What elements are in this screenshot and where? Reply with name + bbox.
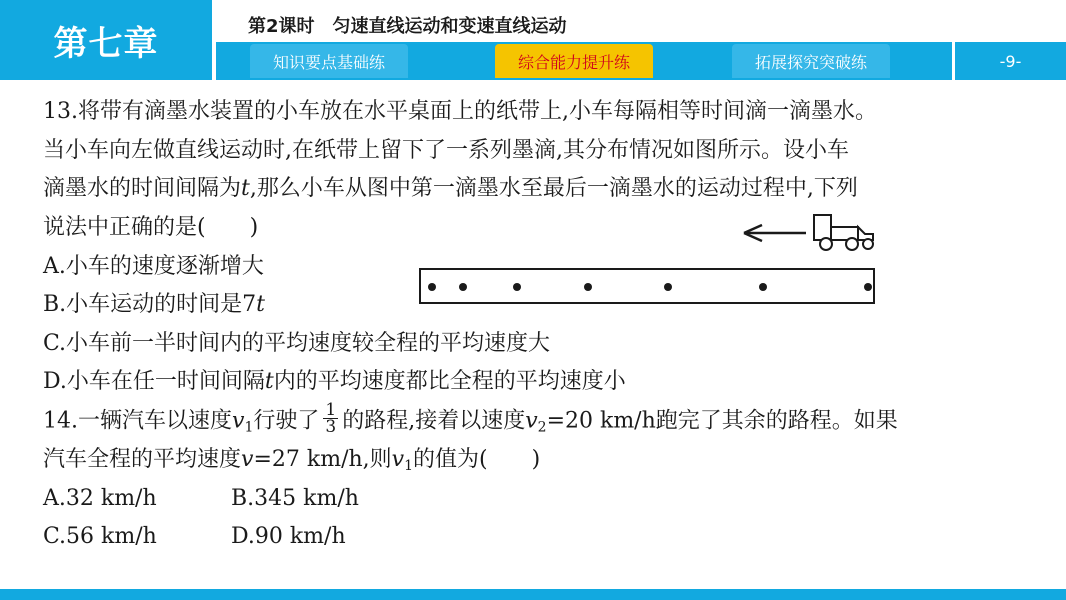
page-number: -9- xyxy=(999,51,1022,71)
tab-extension-practice[interactable]: 拓展探究突破练 xyxy=(732,44,890,78)
ink-drop xyxy=(664,283,672,291)
q13-option-c: C.小车前一半时间内的平均速度较全程的平均速度大 xyxy=(43,331,551,356)
q14-text: =20 km/h跑完了其余的路程。如果 xyxy=(546,408,898,434)
q14-option-a: A.32 km/h xyxy=(43,486,157,511)
q13-line-1: 13.将带有滴墨水装置的小车放在水平桌面上的纸带上,小车每隔相等时间滴一滴墨水。 xyxy=(43,99,877,124)
option-text: D.小车在任一时间间隔 xyxy=(43,369,265,394)
q13-line-3 xyxy=(43,173,858,205)
variable-t: t xyxy=(264,369,274,394)
q13-line-2: 当小车向左做直线运动时,在纸带上留下了一系列墨滴,其分布情况如图所示。设小车 xyxy=(43,138,849,163)
q14-text: ) xyxy=(531,447,541,472)
q14-options-row-2 xyxy=(43,521,743,553)
q14-text: 行驶了 xyxy=(253,408,320,434)
ink-drop xyxy=(759,283,767,291)
q13-text: 说法中正确的是( xyxy=(43,215,206,240)
ink-drop xyxy=(459,283,467,291)
option-text: 内的平均速度都比全程的平均速度小 xyxy=(273,369,626,394)
variable-v: v xyxy=(241,447,254,472)
fraction-denominator: 3 xyxy=(325,417,337,437)
q13-text: 滴墨水的时间间隔为 xyxy=(43,176,242,201)
chapter-title: 第七章 xyxy=(0,0,212,80)
variable-v: v xyxy=(525,408,538,434)
tab-basic-practice[interactable]: 知识要点基础练 xyxy=(250,44,408,78)
tab-comprehensive-practice[interactable]: 综合能力提升练 xyxy=(495,44,653,78)
variable-t: t xyxy=(241,176,250,201)
variable-t: t xyxy=(256,292,266,317)
variable-v: v xyxy=(391,447,405,472)
q14-line-2 xyxy=(43,444,540,476)
q13-text: ,那么小车从图中第一滴墨水至最后一滴墨水的运动过程中,下列 xyxy=(249,176,858,201)
q14-text: =27 km/h,则 xyxy=(253,447,392,472)
q14-option-d: D.90 km/h xyxy=(231,524,346,549)
q13-text: ) xyxy=(249,215,259,240)
q13-option-d xyxy=(43,366,626,398)
ink-drop xyxy=(428,283,436,291)
ink-drop xyxy=(864,283,872,291)
ink-drop xyxy=(584,283,592,291)
variable-v: v xyxy=(232,408,245,434)
q14-option-b: B.345 km/h xyxy=(231,486,359,511)
subscript: 1 xyxy=(244,419,254,436)
q14-option-c: C.56 km/h xyxy=(43,524,157,549)
footer-bar xyxy=(0,589,1066,600)
paper-tape xyxy=(420,269,874,303)
q14-line-1 xyxy=(43,400,898,437)
subscript: 1 xyxy=(404,458,414,474)
ink-drop xyxy=(513,283,521,291)
q14-options-row-1 xyxy=(43,483,743,515)
q13-line-4 xyxy=(43,212,258,244)
cart-icon xyxy=(814,215,873,250)
q13-option-b xyxy=(43,289,265,321)
q14-text: 14.一辆汽车以速度 xyxy=(43,408,232,434)
q14-text: 的值为( xyxy=(413,447,488,472)
fraction-numerator: 1 xyxy=(325,400,337,420)
fraction-one-third xyxy=(323,402,338,435)
ink-drop-figure xyxy=(416,210,880,310)
option-text: B.小车运动的时间是7 xyxy=(43,292,257,317)
q13-option-a: A.小车的速度逐渐增大 xyxy=(43,254,264,279)
subscript: 2 xyxy=(537,419,547,436)
q14-text: 的路程,接着以速度 xyxy=(342,408,526,434)
lesson-title: 第2课时 匀速直线运动和变速直线运动 xyxy=(248,16,567,37)
q14-text: 汽车全程的平均速度 xyxy=(43,447,242,472)
